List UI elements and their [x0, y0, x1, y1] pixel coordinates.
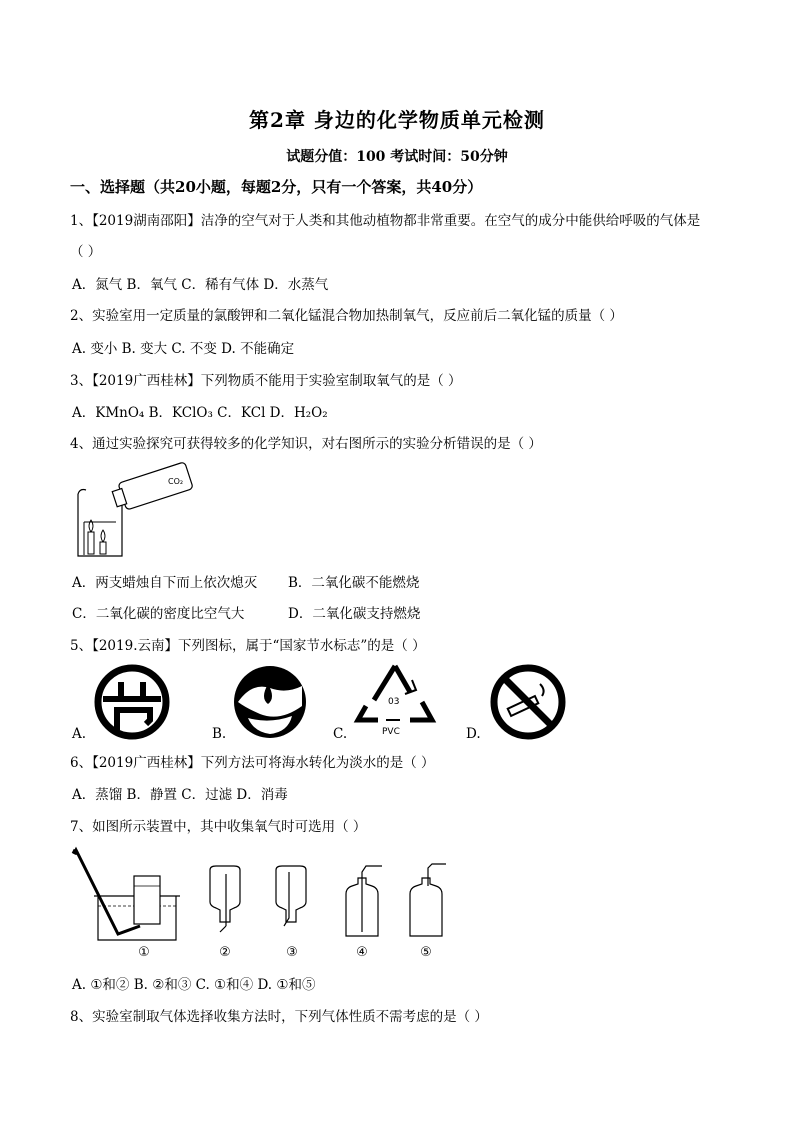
candle-high [100, 542, 106, 554]
apparatus-2-downward-air [210, 866, 240, 932]
candle-low [88, 532, 94, 554]
no-smoking-icon [486, 662, 570, 742]
energy-saving-icon [92, 662, 172, 742]
question-5-option-d-label: D. [466, 726, 481, 742]
apparatus-5-downward-bottle [410, 864, 446, 936]
exam-info: 试题分值：100 考试时间：50分钟 [286, 149, 508, 165]
question-4-stem: 4、通过实验探究可获得较多的化学知识，对右图所示的实验分析错误的是（ ） [70, 436, 542, 452]
question-6-options: A．蒸馏 B．静置 C．过滤 D．消毒 [72, 787, 288, 803]
apparatus-4-upward-bottle [346, 866, 382, 936]
co2-pour-figure [70, 462, 200, 562]
page-title: 第2章 身边的化学物质单元检测 [249, 108, 545, 132]
apparatus-label-3: ③ [286, 945, 298, 960]
question-5-stem: 5、【2019.云南】下列图标，属于“国家节水标志”的是（ ） [70, 638, 426, 654]
apparatus-label-1: ① [138, 945, 150, 960]
recycle-text: PVC [382, 727, 400, 737]
question-4-option-c: C．二氧化碳的密度比空气大 [72, 606, 245, 622]
question-2-stem: 2、实验室用一定质量的氯酸钾和二氧化锰混合物加热制氧气，反应前后二氧化锰的质量（ ） [70, 308, 623, 324]
flame-high-icon [101, 530, 105, 542]
question-1-options: A．氮气 B．氧气 C．稀有气体 D．水蒸气 [72, 277, 329, 293]
question-8-stem: 8、实验室制取气体选择收集方法时，下列气体性质不需考虑的是（ ） [70, 1009, 488, 1025]
gas-jar [110, 462, 193, 513]
question-1-stem: 1、【2019湖南邵阳】洁净的空气对于人类和其他动植物都非常重要。在空气的成分中能供给呼吸的气体是 [70, 213, 701, 229]
gas-collection-apparatus [70, 844, 450, 964]
question-5-option-a-label: A. [72, 726, 87, 742]
question-4-option-d: D．二氧化碳支持燃烧 [288, 606, 421, 622]
apparatus-label-5: ⑤ [420, 945, 432, 960]
question-7-stem: 7、如图所示装置中，其中收集氧气时可选用（ ） [70, 819, 367, 835]
question-3-stem: 3、【2019广西桂林】下列物质不能用于实验室制取氧气的是（ ） [70, 373, 462, 389]
question-5-option-c-label: C. [333, 726, 348, 742]
water-saving-icon [230, 662, 310, 742]
question-4-option-b: B．二氧化碳不能燃烧 [288, 575, 420, 591]
question-2-options: A. 变小 B. 变大 C. 不变 D. 不能确定 [72, 341, 295, 357]
apparatus-3-upward-air [276, 866, 306, 926]
question-5-option-b-label: B. [212, 726, 227, 742]
apparatus-1-water-trough [74, 850, 180, 940]
section-heading: 一、选择题（共20小题，每题2分，只有一个答案，共40分） [70, 178, 483, 196]
apparatus-label-2: ② [219, 945, 231, 960]
co2-label: CO₂ [168, 477, 184, 486]
apparatus-label-4: ④ [356, 945, 368, 960]
question-4-option-a: A．两支蜡烛自下而上依次熄灭 [72, 575, 258, 591]
question-6-stem: 6、【2019广西桂林】下列方法可将海水转化为淡水的是（ ） [70, 755, 435, 771]
recycle-number: 03 [388, 697, 400, 707]
recycle-icon [350, 660, 440, 740]
question-3-options: A．KMnO₄ B．KClO₃ C．KCl D．H₂O₂ [72, 405, 328, 421]
question-1-answer-paren: （ ） [70, 244, 102, 260]
question-7-options: A. ①和② B. ②和③ C. ①和④ D. ①和⑤ [72, 977, 316, 993]
